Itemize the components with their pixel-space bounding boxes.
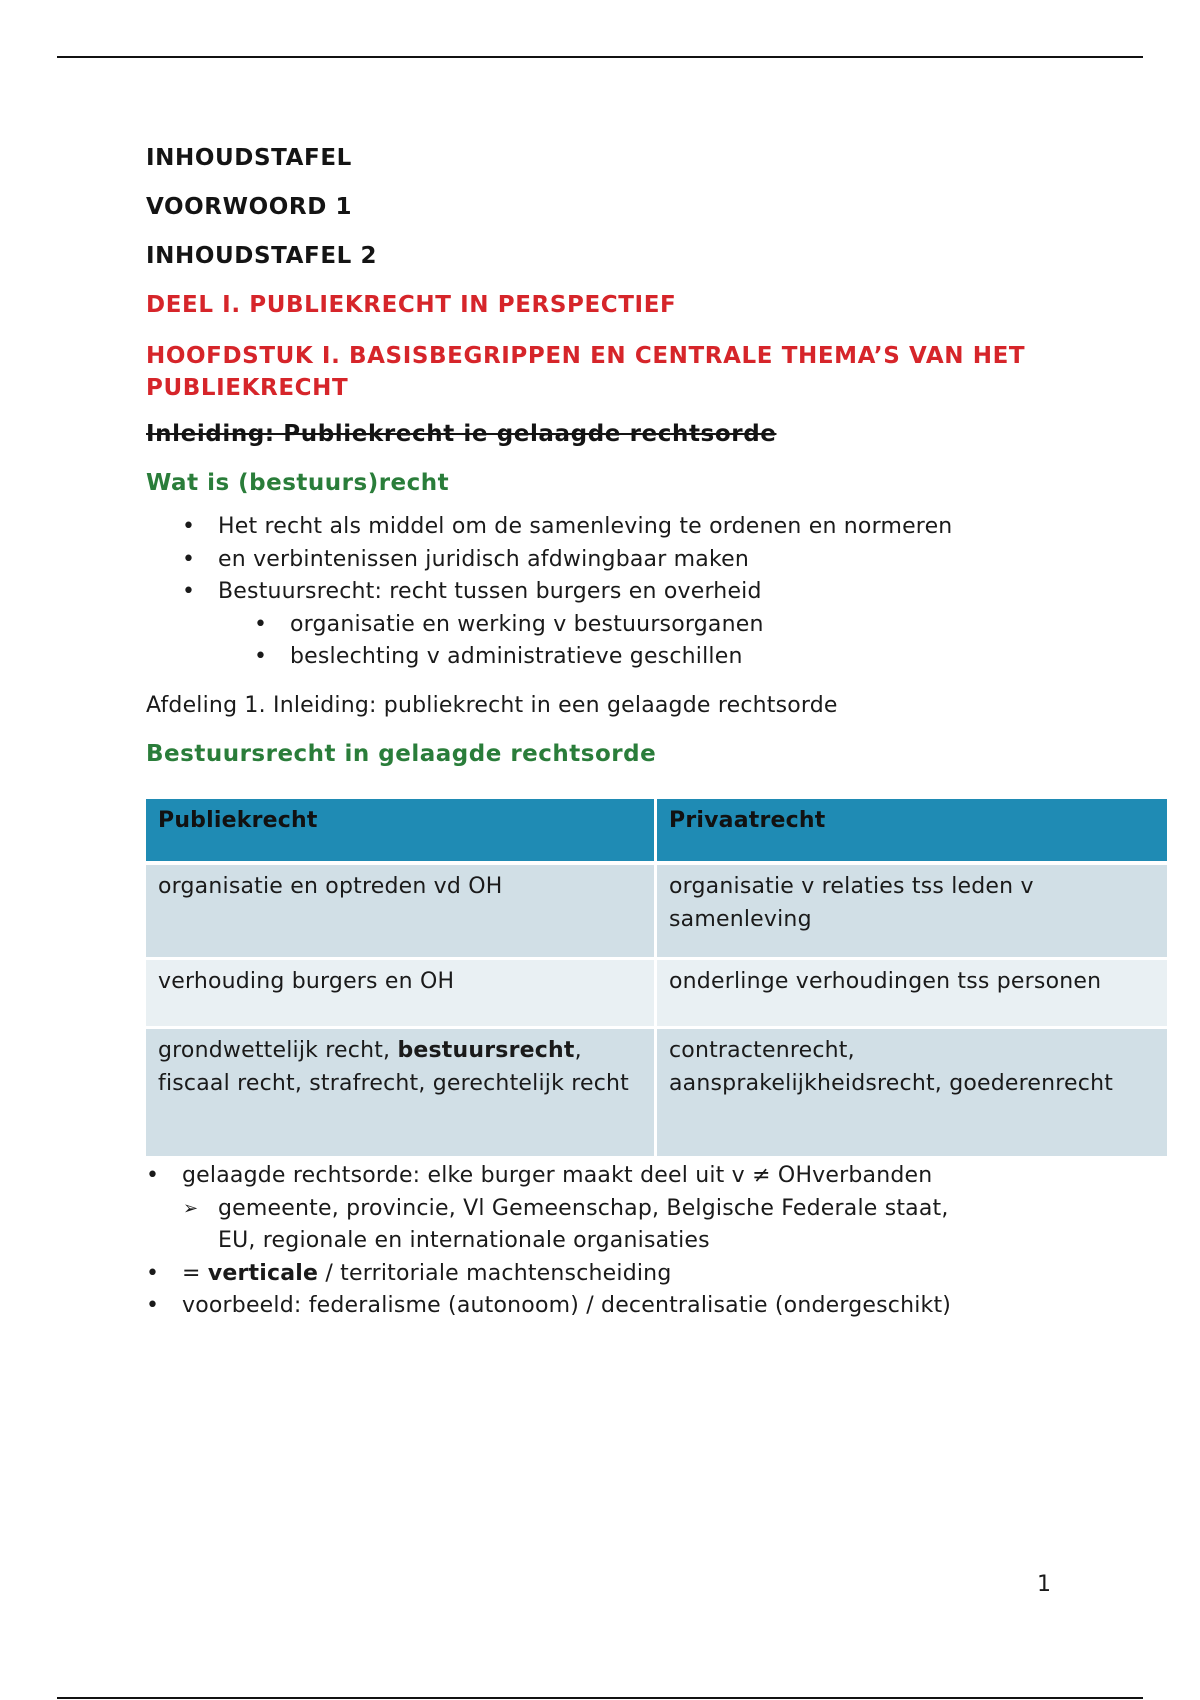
table-cell: organisatie v relaties tss leden v samenleving bbox=[657, 865, 1167, 960]
cell-text: aansprakelijkheidsrecht, goederenrecht bbox=[669, 1070, 1114, 1096]
table-cell: organisatie en optreden vd OH bbox=[146, 865, 657, 960]
section-heading-bestuursrecht: Bestuursrecht in gelaagde rechtsorde bbox=[146, 740, 657, 767]
list-item-text: = bbox=[182, 1260, 208, 1286]
table-header-publiekrecht: Publiekrecht bbox=[146, 799, 657, 865]
table-cell: verhouding burgers en OH bbox=[146, 960, 657, 1029]
list-item bbox=[146, 576, 1166, 609]
toc-hoofdstuk-line2: PUBLIEKRECHT bbox=[146, 375, 349, 401]
cell-text-bold: bestuursrecht bbox=[397, 1038, 575, 1063]
table-cell: onderlinge verhoudingen tss personen bbox=[657, 960, 1167, 1029]
list-item-text: gelaagde rechtsorde: elke burger maakt deel uit v ≠ OHverbanden bbox=[182, 1163, 933, 1188]
list-item bbox=[146, 544, 1166, 577]
bullet-icon: • bbox=[146, 1260, 160, 1286]
document-body bbox=[146, 144, 1166, 768]
afdeling-heading: Afdeling 1. Inleiding: publiekrecht in een gelaagde rechtsorde bbox=[146, 692, 838, 718]
table-cell bbox=[657, 1029, 1167, 1156]
toc-entry-hoofdstuk-1[interactable] bbox=[146, 340, 1166, 404]
toc-entry-deel-1[interactable]: DEEL I. PUBLIEKRECHT IN PERSPECTIEF bbox=[146, 292, 677, 318]
list-item bbox=[146, 1290, 1166, 1323]
sub-list-item bbox=[146, 641, 1166, 674]
arrow-bullet-icon: ➢ bbox=[183, 1197, 199, 1219]
bullet-icon: • bbox=[146, 1163, 160, 1188]
list-item bbox=[146, 511, 1166, 544]
toc-entry-inhoudstafel[interactable]: INHOUDSTAFEL 2 bbox=[146, 243, 378, 269]
table-row bbox=[146, 1029, 1167, 1156]
list-item-text: Het recht als middel om de samenleving te ordenen en normeren bbox=[218, 514, 953, 539]
cell-text: grondwettelijk recht, bbox=[158, 1038, 398, 1063]
footer-rule bbox=[57, 1697, 1143, 1699]
list-item-text: gemeente, provincie, Vl Gemeenschap, Belgische Federale staat, bbox=[218, 1195, 949, 1221]
table-header-privaatrecht: Privaatrecht bbox=[657, 799, 1167, 865]
bullet-icon: • bbox=[182, 514, 196, 539]
section-heading-wat-is-recht: Wat is (bestuurs)recht bbox=[146, 470, 450, 496]
list-item-text: en verbintenissen juridisch afdwingbaar maken bbox=[218, 546, 750, 572]
list-item-bold: verticale bbox=[207, 1260, 319, 1286]
toc-entry-voorwoord[interactable]: VOORWOORD 1 bbox=[146, 194, 353, 220]
bullet-icon: • bbox=[146, 1293, 160, 1318]
page-number: 1 bbox=[1037, 1572, 1051, 1597]
toc-title[interactable]: INHOUDSTAFEL bbox=[146, 145, 352, 171]
list-item-text: Bestuursrecht: recht tussen burgers en overheid bbox=[218, 579, 762, 604]
list-item-text: organisatie en werking v bestuursorganen bbox=[290, 611, 764, 637]
comparison-table bbox=[146, 799, 1167, 1156]
cell-text: , fiscaal recht, strafrecht, gerechtelijk recht bbox=[158, 1038, 629, 1096]
cell-text: contractenrecht, bbox=[669, 1038, 855, 1063]
list-item bbox=[146, 1160, 1166, 1193]
list-item-text: beslechting v administratieve geschillen bbox=[290, 644, 743, 669]
list-item-text: / territoriale machtenscheiding bbox=[318, 1260, 672, 1286]
sub-list-item bbox=[146, 609, 1166, 642]
bullet-icon: • bbox=[254, 644, 268, 669]
table-cell bbox=[146, 1029, 657, 1156]
bullet-icon: • bbox=[182, 546, 196, 572]
list-item-text: voorbeeld: federalisme (autonoom) / decentralisatie (ondergeschikt) bbox=[182, 1293, 952, 1318]
bullet-icon: • bbox=[182, 579, 196, 604]
sub-list-item bbox=[146, 1193, 1166, 1258]
toc-entry-inleiding[interactable]: Inleiding: Publiekrecht ie gelaagde rechtsorde bbox=[146, 421, 777, 447]
table-row bbox=[146, 960, 1167, 1029]
bullet-list bbox=[146, 511, 1166, 674]
table-row bbox=[146, 865, 1167, 960]
list-item bbox=[146, 1258, 1166, 1291]
bullet-icon: • bbox=[254, 611, 268, 637]
list-item-text: EU, regionale en internationale organisaties bbox=[218, 1228, 710, 1253]
header-rule bbox=[57, 56, 1143, 58]
toc-hoofdstuk-line1: HOOFDSTUK I. BASISBEGRIPPEN EN CENTRALE THEMA’S VAN HET bbox=[146, 343, 1026, 369]
after-table-list bbox=[146, 1160, 1166, 1323]
